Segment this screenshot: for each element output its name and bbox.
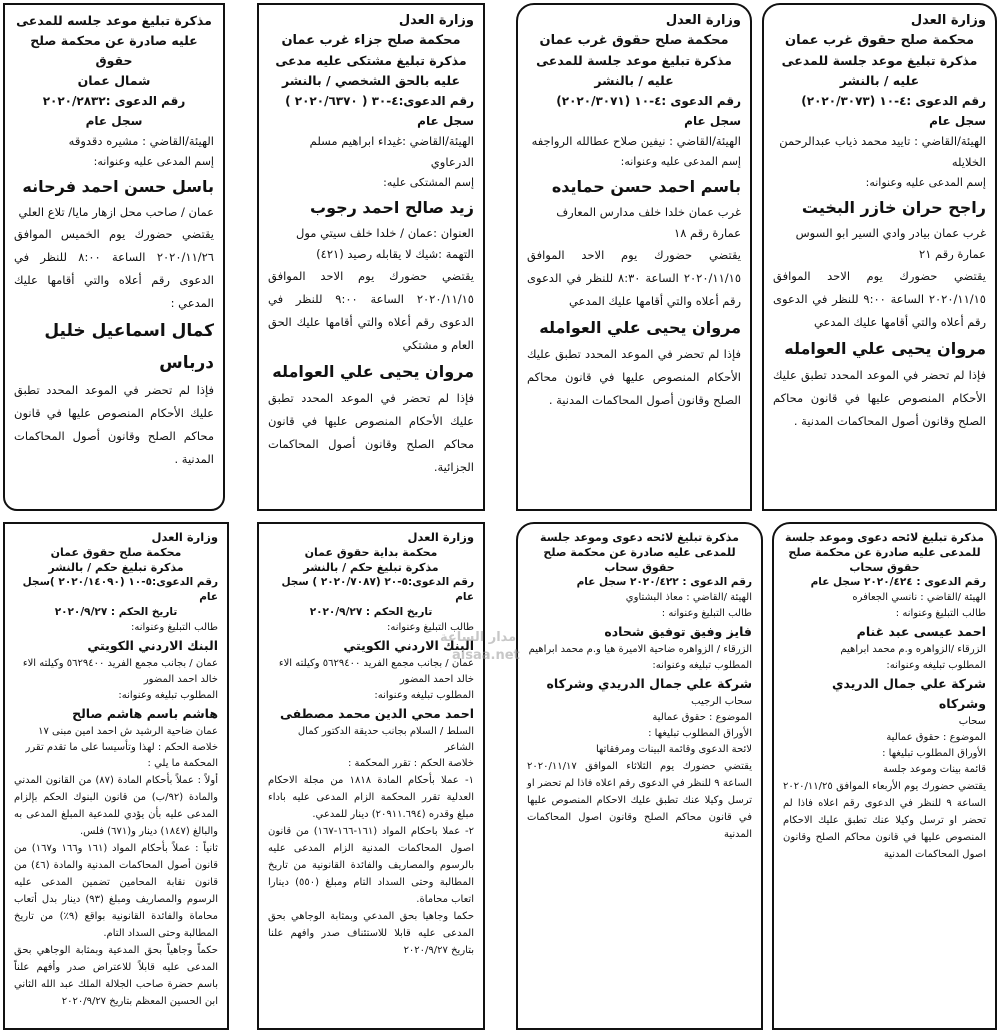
target-address: سحاب bbox=[958, 716, 986, 727]
hearing-text: يقتضي حضورك يوم الأربعاء الموافق ٢٠٢٠/١١/٢٥ الساعة ٩ للنظر في الدعوى رقم اعلاه فاذا لم تحضر او ترسل وكيلا عنك تطبق عليك الاحكام المنصوص عليها في قانون محاكم الصلح وقانون اصول المحاكمات المدنية bbox=[783, 781, 986, 860]
ruling-final: حكماً وجاهياً بحق المدعية وبمثابة الوجاهي بحق المدعى عليه قابلاً للاعتراض صدر وأفهم علناً باسم حضرة صاحب الجلالة الملك عبد الله الثاني ابن الحسين المعظم بتاريخ ٢٠٢٠/٩/٢٧ bbox=[14, 945, 218, 1007]
notice-title: مذكرة تبليغ موعد جلسة للمدعى عليه / بالنشر bbox=[536, 53, 732, 88]
hearing-text: يقتضي حضورك يوم الثلاثاء الموافق ٢٠٢٠/١١/١٧ الساعة ٩ للنظر في الدعوى رقم اعلاه فاذا لم تحضر او ترسل وكيلا عنك تطبق عليك الاحكام المنصوص عليها في قانون محاكم الصلح وقانون اصول المحاكمات المدنية bbox=[527, 761, 752, 840]
ministry-title: وزارة العدل bbox=[665, 13, 741, 28]
ruling-summary: خلاصة الحكم : لهذا وتأسيسا على ما تقدم تقرر المحكمة ما يلي : bbox=[25, 742, 218, 769]
case-number: رقم الدعوى :٤-١٠ (٢٠٢٠/٣٠٧١) سجل عام bbox=[556, 94, 741, 128]
ruling-point-2: ثانياً : عملاً بأحكام المواد (١٦١ و١٦٦ و١٦٧) من قانون أصول المحاكمات المدنية والمادة (٤٦) من قانون نقابة المحامين تضمين المدعى عليه الرسوم والمصاريف ومبلغ (٩٣) دينار بدل أتعاب محاماة والفائدة القانونية بواقع (٩٪) من تاريخ المطالبة وحتى السداد التام. bbox=[14, 843, 218, 939]
notice-top-3 bbox=[257, 3, 485, 511]
defendant-label: إسم المدعى عليه وعنوانه: bbox=[93, 155, 214, 168]
target-address: عمان ضاحية الرشيد ش احمد امين مبنى ١٧ bbox=[38, 726, 218, 737]
ministry-title: وزارة العدل bbox=[407, 530, 474, 544]
judge: الهيئة /القاضي : معاذ البشتاوي bbox=[625, 592, 752, 603]
target-name: هاشم باسم هاشم صالح bbox=[72, 706, 218, 721]
plaintiff-name: مروان يحيى علي العوامله bbox=[539, 318, 741, 337]
requester-address: عمان / بجانب مجمع الفريد ٥٦٢٩٤٠٠ وكيلته الاء خالد احمد المضور bbox=[278, 658, 474, 685]
defendant-address: غرب عمان خلدا خلف مدارس المعارف عمارة رقم ١٨ bbox=[556, 205, 741, 240]
papers-label: الأوراق المطلوب تبليغها : bbox=[648, 728, 752, 739]
requester-label: طالب التبليغ وعنوانه : bbox=[661, 608, 752, 619]
defendant-label: إسم المشتكى عليه: bbox=[383, 176, 474, 189]
hearing-text: يقتضي حضورك يوم الاحد الموافق ٢٠٢٠/١١/١٥ الساعة ٩:٠٠ للنظر في الدعوى رقم أعلاه والتي أقامها عليك المدعي bbox=[773, 269, 986, 329]
case-number: رقم الدعوى :٤-١٠ (٢٠٢٠/٣٠٧٣) سجل عام bbox=[801, 94, 986, 128]
notice-title-line-3: شمال عمان bbox=[77, 73, 151, 88]
papers-label: الأوراق المطلوب تبليغها : bbox=[882, 748, 986, 759]
plaintiff-name: مروان يحيى علي العوامله bbox=[784, 339, 986, 358]
notice-bottom-2 bbox=[516, 522, 763, 1030]
case-number: رقم الدعوى : ٢٠٢٠/٤٢٤ سجل عام bbox=[810, 576, 986, 588]
notice-title: مذكرة تبليغ حكم / بالنشر bbox=[48, 561, 184, 574]
target-label: المطلوب تبليغه وعنوانه: bbox=[118, 690, 218, 701]
ruling-summary: خلاصة الحكم : تقرر المحكمة : bbox=[347, 758, 474, 769]
defendant-address: عمان / صاحب محل ازهار مايا/ تلاع العلي bbox=[18, 205, 214, 219]
plaintiff-name: كمال اسماعيل خليل درباس bbox=[44, 321, 214, 373]
defendant-label: إسم المدعى عليه وعنوانه: bbox=[620, 155, 741, 168]
defendant-name: باسم احمد حسن حمايده bbox=[551, 177, 741, 196]
target-name: شركة علي جمال الدريدي وشركاه bbox=[832, 676, 986, 711]
defendant-label: إسم المدعى عليه وعنوانه: bbox=[865, 176, 986, 189]
notice-title: مذكرة تبليغ لائحه دعوى وموعد جلسة للمدعى عليه صادرة عن محكمة صلح حقوق سحاب bbox=[785, 531, 984, 574]
ruling-final: حكما وجاهيا بحق المدعي وبمثابة الوجاهي بحق المدعى عليه قابلا للاستئناف صدر وافهم علنا بتاريخ ٢٠٢٠/٩/٢٧ bbox=[268, 911, 474, 956]
case-number: رقم الدعوى :٢٠٢٠/٢٨٣٢ bbox=[42, 94, 186, 108]
defendant-address: العنوان :عمان / خلدا خلف سيتي مول bbox=[295, 226, 474, 240]
ministry-title: وزارة العدل bbox=[910, 13, 986, 28]
requester-address: الزرقاء / الزواهره ضاحية الاميرة هيا و.م محمد ابراهيم bbox=[528, 644, 752, 655]
ruling-point-1: أولاً : عملاً بأحكام المادة (٨٧) من القانون المدني والمادة (٩٢/ب) من قانون البنوك الحكم بإلزام المدعى عليه بأن يؤدي للمدعية المبلغ المدعى به والبالغ (١٨٤٧) دينار و(٦٧١) فلس. bbox=[14, 775, 218, 837]
notice-title: مذكرة تبليغ موعد جلسة للمدعى عليه / بالنشر bbox=[781, 53, 978, 88]
case-number: رقم الدعوى : ٢٠٢٠/٤٢٢ سجل عام bbox=[576, 576, 752, 588]
requester-address: عمان / بجانب مجمع الفريد ٥٦٢٩٤٠٠ وكيلته الاء خالد احمد المضور bbox=[22, 658, 218, 685]
court-name: محكمة صلح حقوق غرب عمان bbox=[539, 33, 729, 48]
target-label: المطلوب تبليغه وعنوانه: bbox=[652, 660, 752, 671]
target-address: سحاب الرجيب bbox=[691, 696, 752, 707]
papers: لائحة الدعوى وقائمة البينات ومرفقاتها bbox=[595, 744, 752, 755]
watermark-text: مدار الساعة bbox=[440, 630, 517, 645]
subject: الموضوع : حقوق عمالية bbox=[652, 712, 752, 723]
plaintiff-name: مروان يحيى علي العوامله bbox=[272, 362, 474, 381]
case-number: رقم الدعوى:٤-٣٠ ( ٢٠٢٠/٦٣٧٠ ) سجل عام bbox=[285, 94, 474, 128]
judge: الهيئة/القاضي : تاييد محمد ذياب عبدالرحمن الخلايله bbox=[779, 134, 986, 169]
requester-label: طالب التبليغ وعنوانه: bbox=[130, 622, 218, 633]
warning-text: فإذا لم تحضر في الموعد المحدد تطبق عليك الأحكام المنصوص عليها في قانون محاكم الصلح وقانون أصول المحاكمات المدنية . bbox=[773, 368, 986, 428]
warning-text: فإذا لم تحضر في الموعد المحدد تطبق عليك الأحكام المنصوص عليها في قانون محاكم الصلح وقانون أصول المحاكمات المدنية . bbox=[527, 347, 741, 407]
defendant-address: غرب عمان بيادر وادي السير ابو السوس عمارة رقم ٢١ bbox=[795, 226, 986, 261]
notice-bottom-3 bbox=[257, 522, 485, 1030]
papers: قائمة بينات وموعد جلسة bbox=[883, 764, 986, 775]
hearing-text: يقتضي حضورك يوم الخميس الموافق ٢٠٢٠/١١/٢٦ الساعة ٨:٠٠ للنظر في الدعوى رقم أعلاه والتي أقامها عليك المدعي : bbox=[14, 227, 214, 310]
target-label: المطلوب تبليغه وعنوانه: bbox=[374, 690, 474, 701]
hearing-text: يقتضي حضورك يوم الاحد الموافق ٢٠٢٠/١١/١٥ الساعة ٨:٣٠ للنظر في الدعوى رقم أعلاه والتي أقامها عليك المدعي bbox=[527, 248, 741, 308]
requester-address: الزرقاء /الزواهره و.م محمد ابراهيم bbox=[840, 644, 986, 655]
court-name: محكمة صلح جزاء غرب عمان bbox=[281, 33, 461, 48]
notice-title: مذكرة تبليغ لائحه دعوى وموعد جلسة للمدعى عليه صادرة عن محكمة صلح حقوق سحاب bbox=[540, 531, 739, 574]
notice-top-4 bbox=[3, 3, 225, 511]
ruling-date: تاريخ الحكم : ٢٠٢٠/٩/٢٧ bbox=[54, 606, 178, 618]
target-label: المطلوب تبليغه وعنوانه: bbox=[886, 660, 986, 671]
ministry-title: وزارة العدل bbox=[151, 530, 218, 544]
watermark-url: alsaa.net bbox=[452, 648, 520, 663]
ruling-point-2: ٢- عملا باحكام المواد (١٦١-١٦٦-١٦٧) من قانون اصول المحاكمات المدنية الزام المدعى عليه بالرسوم والمصاريف والفائدة القانونية من تاريخ المطالبة وحتى السداد التام ومبلغ (٥٥٠) دينارا اتعاب محاماة. bbox=[268, 826, 474, 905]
notice-title: مذكرة تبليغ حكم / بالنشر bbox=[303, 561, 439, 574]
charge: التهمة :شيك لا يقابله رصيد (٤٢١) bbox=[316, 247, 474, 261]
target-name: شركة علي جمال الدريدي وشركاه bbox=[546, 676, 752, 691]
court-name: محكمة صلح حقوق عمان bbox=[50, 546, 182, 559]
court-name: محكمة صلح حقوق غرب عمان bbox=[784, 33, 975, 48]
court-name: محكمة بداية حقوق عمان bbox=[304, 546, 438, 559]
ruling-point-1: ١- عملا بأحكام المادة ١٨١٨ من مجلة الاحكام العدلية تقرر المحكمة الزام المدعى عليه باداء مبلغ وقدره (٢٠٩١١.٦٩٤) دينار للمدعي. bbox=[268, 775, 474, 820]
requester-label: طالب التبليغ وعنوانه : bbox=[895, 608, 986, 619]
judge: الهيئة/القاضي :غيداء ابراهيم مسلم الدرعاوي bbox=[309, 134, 474, 169]
ministry-title: وزارة العدل bbox=[398, 13, 474, 28]
register: سجل عام bbox=[85, 114, 143, 128]
warning-text: فإذا لم تحضر في الموعد المحدد تطبق عليك الأحكام المنصوص عليها في قانون محاكم الصلح وقانون أصول المحاكمات الجزائية. bbox=[268, 391, 474, 474]
defendant-name: باسل حسن احمد فرحانه bbox=[22, 177, 214, 196]
notice-top-1 bbox=[762, 3, 997, 511]
notice-top-2 bbox=[516, 3, 752, 511]
requester-label: طالب التبليغ وعنوانه: bbox=[386, 622, 474, 633]
judge: الهيئة/القاضي : مشيره دقدوقه bbox=[68, 134, 214, 148]
notice-bottom-4 bbox=[3, 522, 229, 1030]
judge: الهيئة /القاضي : نانسي الجعافره bbox=[852, 592, 986, 603]
defendant-name: راجح حران خازر البخيت bbox=[801, 198, 986, 217]
requester-name: فايز وفيق توفيق شحاده bbox=[604, 624, 752, 639]
notice-bottom-1 bbox=[772, 522, 997, 1030]
judge: الهيئة/القاضي : نيفين صلاح عطالله الرواجفه bbox=[531, 134, 741, 148]
requester-name: احمد عيسى عبد غنام bbox=[856, 624, 986, 639]
notice-title-line-2: عليه صادرة عن محكمة صلح حقوق bbox=[30, 33, 198, 68]
warning-text: فإذا لم تحضر في الموعد المحدد تطبق عليك الأحكام المنصوص عليها في قانون محاكم الصلح وقانون أصول المحاكمات المدنية . bbox=[14, 383, 214, 466]
subject: الموضوع : حقوق عمالية bbox=[886, 732, 986, 743]
requester-name: البنك الاردني الكويتي bbox=[343, 638, 474, 653]
case-number: رقم الدعوى:٥-٢٠ (٢٠٢٠/٧٠٨٧ ) سجل عام bbox=[281, 576, 474, 603]
defendant-name: زيد صالح احمد رجوب bbox=[309, 198, 474, 217]
target-address: السلط / السلام بجانب حديقة الدكتور كمال الشاعر bbox=[297, 726, 474, 753]
target-name: احمد محي الدين محمد مصطفى bbox=[279, 706, 474, 721]
notice-title: مذكرة تبليغ مشتكى عليه مدعى عليه بالحق الشخصي / بالنشر bbox=[275, 53, 467, 88]
requester-name: البنك الاردني الكويتي bbox=[87, 638, 218, 653]
ruling-date: تاريخ الحكم : ٢٠٢٠/٩/٢٧ bbox=[309, 606, 433, 618]
case-number: رقم الدعوى:٥-١٠ (٢٠٢٠/١٤٠٩٠ )سجل عام bbox=[22, 576, 218, 603]
notice-title-line-1: مذكرة تبليغ موعد جلسه للمدعى bbox=[16, 13, 212, 28]
hearing-text: يقتضي حضورك يوم الاحد الموافق ٢٠٢٠/١١/١٥ الساعة ٩:٠٠ للنظر في الدعوى رقم أعلاه والتي أقامها عليك الحق العام و مشتكي bbox=[268, 269, 474, 352]
